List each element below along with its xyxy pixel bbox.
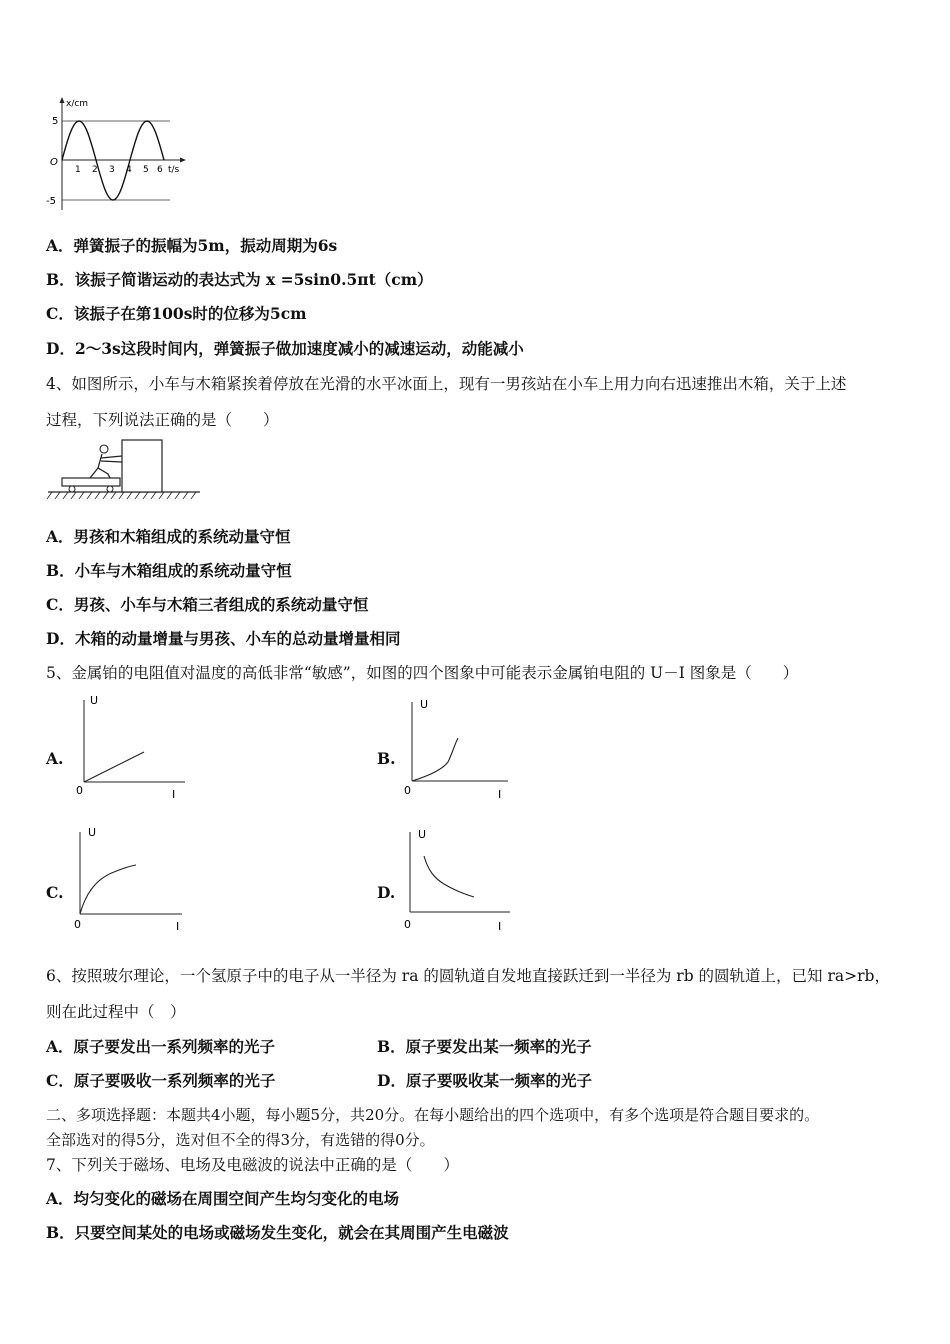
q7-option-a: A．均匀变化的磁场在周围空间产生均匀变化的电场 xyxy=(46,1189,400,1208)
q4-stem-line2: 过程，下列说法正确的是（ ） xyxy=(46,411,279,429)
q5-graph-a xyxy=(70,690,190,805)
q3-y-tick-neg5: -5 xyxy=(46,196,56,207)
q3-x-tick-5: 5 xyxy=(143,165,149,175)
q5d-axis-u: U xyxy=(418,828,427,841)
q3-x-tick-2: 2 xyxy=(92,165,98,175)
q3-option-d: D．2～3s这段时间内，弹簧振子做加速度减小的减速运动，动能减小 xyxy=(46,339,524,358)
q5-graph-b xyxy=(398,692,518,807)
q5-graph-d xyxy=(398,822,518,937)
q5-graph-c xyxy=(70,822,190,937)
q6-option-d: D．原子要吸收某一频率的光子 xyxy=(377,1071,592,1090)
q7-option-b: B．只要空间某处的电场或磁场发生变化，就会在其周围产生电磁波 xyxy=(46,1223,509,1242)
q4-option-d: D．木箱的动量增量与男孩、小车的总动量增量相同 xyxy=(46,629,401,648)
q5a-origin: 0 xyxy=(76,784,83,797)
q5-label-a: A. xyxy=(46,749,64,768)
q6-option-c: C．原子要吸收一系列频率的光子 xyxy=(46,1071,276,1090)
q3-option-c: C．该振子在第100s时的位移为5cm xyxy=(46,304,307,323)
q5a-axis-i: I xyxy=(172,788,176,801)
q4-cart-box-figure xyxy=(44,436,204,504)
q7-stem: 7、下列关于磁场、电场及电磁波的说法中正确的是（ ） xyxy=(46,1156,459,1174)
q4-option-c: C．男孩、小车与木箱三者组成的系统动量守恒 xyxy=(46,595,369,614)
q5-label-b: B. xyxy=(377,749,396,768)
q6-stem-line2: 则在此过程中（ ） xyxy=(46,1003,186,1021)
section2-heading-line2: 全部选对的得5分，选对但不全的得3分，有选错的得0分。 xyxy=(46,1131,435,1149)
section2-heading-line1: 二、多项选择题：本题共4小题，每小题5分，共20分。在每小题给出的四个选项中，有多个选项是符合题目要求的。 xyxy=(46,1106,820,1124)
q6-option-a: A．原子要发出一系列频率的光子 xyxy=(46,1037,276,1056)
q5-label-d: D. xyxy=(377,883,396,902)
q3-x-tick-3: 3 xyxy=(109,165,115,175)
q5a-axis-u: U xyxy=(90,694,99,707)
q3-x-tick-6: 6 xyxy=(157,165,163,175)
q5b-axis-i: I xyxy=(498,788,502,801)
q5c-axis-i: I xyxy=(176,920,180,933)
q4-option-b: B．小车与木箱组成的系统动量守恒 xyxy=(46,561,292,580)
q5-stem: 5、金属铂的电阻值对温度的高低非常“敏感”，如图的四个图象中可能表示金属铂电阻的 U－I 图象是（ ） xyxy=(46,664,799,682)
q3-y-axis-label: x/cm xyxy=(66,99,89,109)
q3-y-tick-5: 5 xyxy=(52,116,59,127)
q5-label-c: C. xyxy=(46,883,64,902)
q3-option-b: B．该振子简谐运动的表达式为 x =5sin0.5πt（cm） xyxy=(46,270,433,289)
q3-x-tick-1: 1 xyxy=(75,165,81,175)
q3-origin-label: O xyxy=(50,157,58,168)
q6-option-b: B．原子要发出某一频率的光子 xyxy=(377,1037,592,1056)
q3-x-axis-label: t/s xyxy=(168,165,180,175)
q3-option-a: A．弹簧振子的振幅为5m，振动周期为6s xyxy=(46,236,338,255)
q3-sine-graph xyxy=(40,92,190,217)
q4-option-a: A．男孩和木箱组成的系统动量守恒 xyxy=(46,527,291,546)
q5b-origin: 0 xyxy=(404,784,411,797)
q5d-origin: 0 xyxy=(404,918,411,931)
q3-x-tick-4: 4 xyxy=(126,165,132,175)
q6-stem-line1: 6、按照玻尔理论，一个氢原子中的电子从一半径为 ra 的圆轨道自发地直接跃迁到一半径为 rb 的圆轨道上，已知 ra>rb， xyxy=(46,967,890,985)
q4-stem-line1: 4、如图所示，小车与木箱紧挨着停放在光滑的水平冰面上，现有一男孩站在小车上用力向右迅速推出木箱，关于上述 xyxy=(46,375,847,393)
q5c-axis-u: U xyxy=(88,826,97,839)
q5c-origin: 0 xyxy=(74,918,81,931)
q5d-axis-i: I xyxy=(498,920,502,933)
q5b-axis-u: U xyxy=(420,698,429,711)
